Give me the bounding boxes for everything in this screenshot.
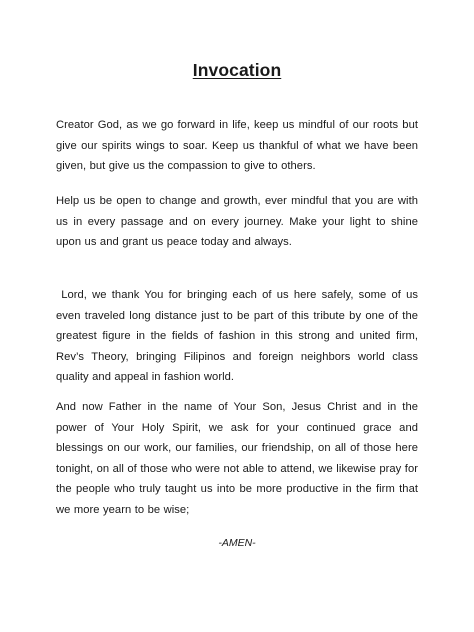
paragraph-2: Help us be open to change and growth, ever mindful that you are with us in every passage and on every journey. Make your light to shine upon us and grant us peace today and always. xyxy=(56,195,418,249)
paragraph-3: Lord, we thank You for bringing each of us here safely, some of us even traveled long distance just to be part of this tribute by one of the greatest figure in the fields of fashion in this strong and united firm, Rev’s Theory, bringing Filipinos and foreign neighbors world class quality and appeal in fashion world. xyxy=(56,289,418,384)
document-title: Invocation xyxy=(192,60,282,80)
paragraph-4: And now Father in the name of Your Son, Jesus Christ and in the power of Your Holy Spirit, we ask for your continued grace and blessings on our work, our families, our friendship, on all of those here tonight, on all of those who were not able to attend, we likewise pray for the people who truly taught us into be more productive in the firm that we more yearn to be wise; xyxy=(56,401,418,516)
paragraph-1: Creator God, as we go forward in life, keep us mindful of our roots but give our spirits wings to soar. Keep us thankful of what we have been given, but give us the compassion to give to others. xyxy=(56,119,418,173)
closing-amen: -AMEN- xyxy=(218,537,256,549)
